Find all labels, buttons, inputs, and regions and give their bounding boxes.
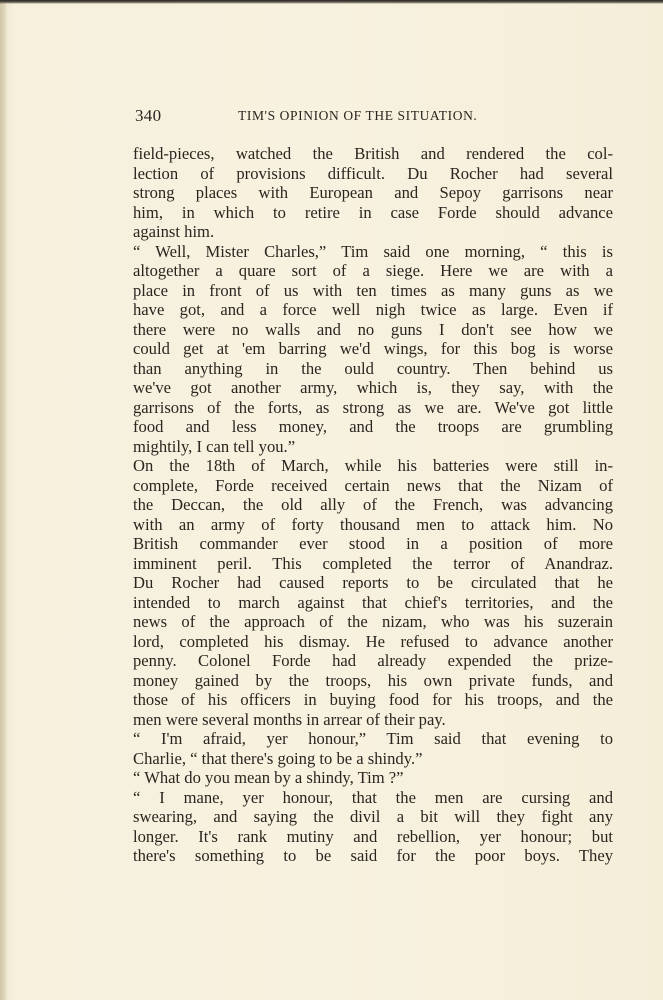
text-line: “ What do you mean by a shindy, Tim ?”	[133, 768, 404, 787]
page-number: 340	[135, 106, 162, 125]
running-head	[135, 106, 613, 130]
text-line: On the 18th of March, while his batteries were still in-	[133, 456, 613, 475]
text-line: mightily, I can tell you.”	[133, 436, 296, 456]
text-line: garrisons of the forts, as strong as we are. We've got little	[133, 397, 613, 417]
text-line: longer. It's rank mutiny and rebellion, yer honour; but	[133, 826, 613, 846]
text-line: money gained by the troops, his own private funds, and	[133, 670, 613, 690]
text-line: against him.	[133, 222, 215, 241]
text-line: place in front of us with ten times as many guns as we	[133, 280, 613, 300]
text-line: him, in which to retire in case Forde should advance	[133, 202, 613, 222]
text-line: news of the approach of the nizam, who was his suzerain	[133, 612, 613, 631]
page-gutter-shadow	[0, 0, 6, 1000]
text-line: the Deccan, the old ally of the French, was advancing	[133, 495, 613, 514]
text-line: field-pieces, watched the British and rendered the col-	[133, 144, 613, 163]
text-line: “ Well, Mister Charles,” Tim said one morning, “ this is	[133, 241, 613, 261]
text-line: imminent peril. This completed the terror of Anandraz.	[133, 553, 613, 573]
text-line: we've got another army, which is, they say, with the	[133, 378, 613, 397]
running-title: TIM'S OPINION OF THE SITUATION.	[238, 108, 478, 123]
text-line: lord, completed his dismay. He refused to advance another	[133, 631, 613, 651]
text-line: “ I'm afraid, yer honour,” Tim said that evening to	[133, 729, 613, 748]
text-line: intended to march against that chief's territories, and the	[133, 592, 613, 612]
text-line: complete, Forde received certain news that the Nizam of	[133, 475, 613, 495]
body-text	[133, 144, 613, 866]
text-line: there were no walls and no guns I don't see how we	[133, 319, 613, 339]
text-line: those of his officers in buying food for his troops, and the	[133, 690, 613, 709]
text-line: than anything in the ould country. Then behind us	[133, 358, 613, 378]
text-line: food and less money, and the troops are grumbling	[133, 417, 613, 436]
text-line: penny. Colonel Forde had already expended the prize-	[133, 651, 613, 670]
page-top-edge	[0, 0, 663, 4]
text-line: strong places with European and Sepoy garrisons near	[133, 183, 613, 202]
text-line: with an army of forty thousand men to attack him. No	[133, 514, 613, 534]
text-line: swearing, and saying the divil a bit will they fight any	[133, 807, 613, 826]
text-line: have got, and a force well nigh twice as large. Even if	[133, 300, 613, 319]
text-line: could get at 'em barring we'd wings, for this bog is worse	[133, 339, 613, 358]
text-line: British commander ever stood in a position of more	[133, 534, 613, 553]
text-line: lection of provisions difficult. Du Rocher had several	[133, 163, 613, 183]
text-line: altogether a quare sort of a siege. Here we are with a	[133, 261, 613, 280]
text-line: men were several months in arrear of their pay.	[133, 709, 446, 729]
text-line: Du Rocher had caused reports to be circulated that he	[133, 573, 613, 592]
text-line: Charlie, “ that there's going to be a shindy.”	[133, 748, 423, 768]
text-line: there's something to be said for the poor boys. They	[133, 846, 613, 865]
text-line: “ I mane, yer honour, that the men are cursing and	[133, 787, 613, 807]
